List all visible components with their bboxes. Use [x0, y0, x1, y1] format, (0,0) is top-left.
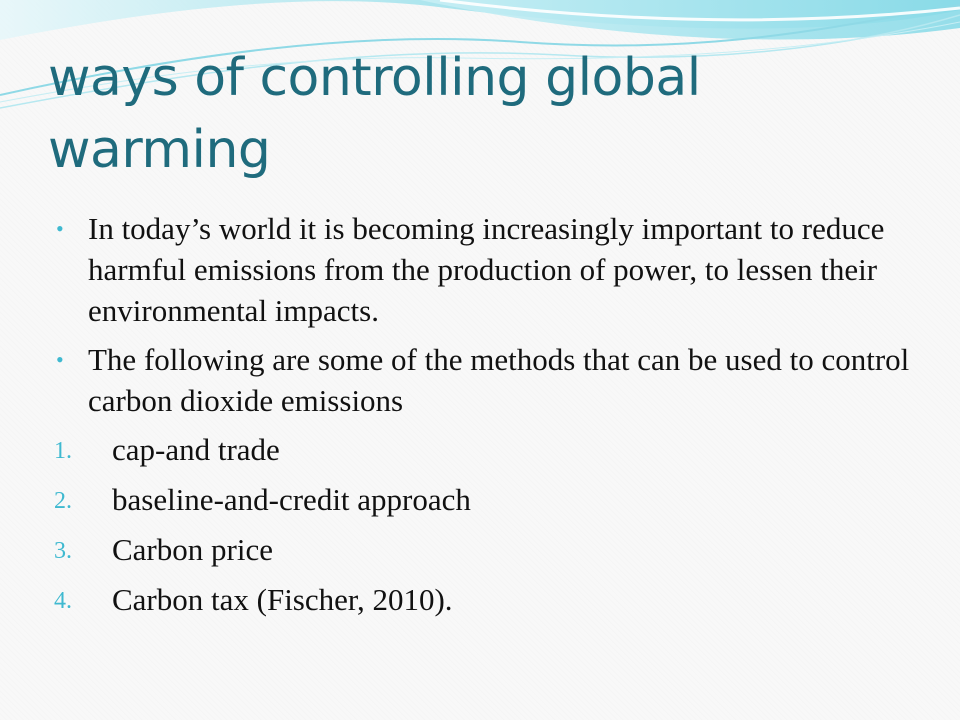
- numbered-item: [52, 579, 912, 620]
- bullet-text: The following are some of the methods that can be used to control carbon dioxide emissions: [88, 342, 910, 418]
- slide-body: [52, 208, 912, 629]
- item-text: baseline-and-credit approach: [112, 482, 471, 517]
- item-text: Carbon price: [112, 532, 273, 567]
- bullet-text: In today’s world it is becoming increasingly important to reduce harmful emissions from the production of power, to lessen their environmental impacts.: [88, 211, 885, 328]
- item-number: 2.: [54, 488, 72, 514]
- numbered-item: [52, 479, 912, 520]
- slide-title: ways of controlling global warming: [48, 48, 701, 180]
- item-number: 3.: [54, 538, 72, 564]
- item-text: Carbon tax (Fischer, 2010).: [112, 582, 453, 617]
- bullet-item: [52, 208, 912, 331]
- bullet-dot-icon: •: [56, 216, 64, 241]
- numbered-item: [52, 429, 912, 470]
- item-text: cap-and trade: [112, 432, 280, 467]
- bullet-dot-icon: •: [56, 347, 64, 372]
- item-number: 4.: [54, 588, 72, 614]
- bullet-item: [52, 339, 912, 421]
- numbered-item: [52, 529, 912, 570]
- item-number: 1.: [54, 438, 72, 464]
